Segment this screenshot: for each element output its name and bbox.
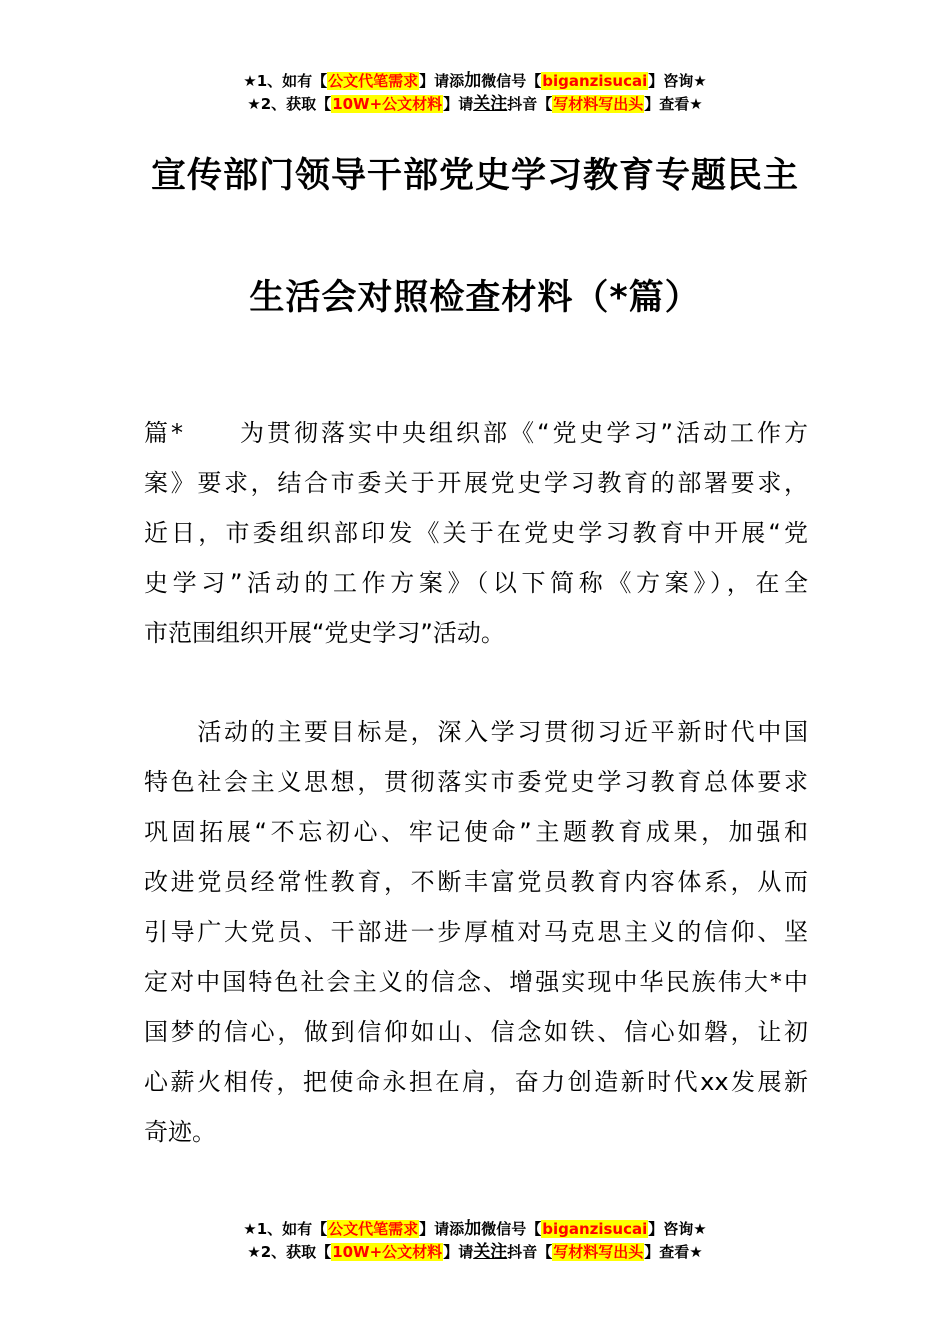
banner-text: 加 — [464, 1219, 482, 1239]
banner-highlight: 写材料写出头 — [553, 1243, 644, 1261]
text-line: 国梦的信心，做到信仰如山、信念如铁、信心如磐，让初 — [144, 1018, 808, 1046]
text-line: 案》要求，结合市委关于开展党史学习教育的部署要求， — [144, 469, 808, 497]
text-line: 篇* 为贯彻落实中央组织部《“党史学习”活动工作方 — [144, 419, 808, 447]
text-line: 特色社会主义思想，贯彻落实市委党史学习教育总体要求 — [144, 768, 808, 796]
banner-highlight: biganzisucai — [542, 72, 648, 90]
banner-text: 抖音【 — [507, 1243, 553, 1261]
text-line: 定对中国特色社会主义的信念、增强实现中华民族伟大*中 — [144, 968, 808, 996]
banner-text: 抖音【 — [507, 95, 553, 113]
banner-text: 】查看★ — [644, 1243, 703, 1261]
banner-highlight: 公文代笔需求 — [328, 72, 419, 90]
banner-text: 】请添 — [419, 1220, 465, 1238]
text-line: 心薪火相传，把使命永担在肩，奋力创造新时代xx发展新 — [144, 1068, 808, 1096]
document-title-line-2: 生活会对照检查材料（*篇） — [249, 278, 701, 318]
banner-text: 加 — [464, 71, 482, 91]
banner-text: 】请 — [443, 1243, 474, 1261]
paragraph-1 — [144, 408, 808, 658]
banner-text: ★1、如有【 — [243, 72, 328, 90]
footer-banner — [0, 1218, 950, 1264]
banner-text: ★1、如有【 — [243, 1220, 328, 1238]
text-line: 奇迹。 — [144, 1118, 216, 1146]
banner-highlight: 写材料写出头 — [553, 95, 644, 113]
text-line: 市范围组织开展“党史学习”活动。 — [144, 619, 505, 647]
banner-text: 关注 — [473, 1242, 508, 1262]
text-line: 活动的主要目标是，深入学习贯彻习近平新时代中国 — [144, 718, 808, 746]
banner-highlight: 10W+公文材料 — [332, 1243, 443, 1261]
banner-text: 】请添 — [419, 72, 465, 90]
banner-highlight: 10W+公文材料 — [332, 95, 443, 113]
text-line: 引导广大党员、干部进一步厚植对马克思主义的信仰、坚 — [144, 918, 808, 946]
banner-text: 微信号【 — [481, 72, 542, 90]
banner-line-1 — [0, 1218, 950, 1241]
document-title-line-1: 宣传部门领导干部党史学习教育专题民主 — [150, 156, 799, 196]
banner-line-2 — [0, 93, 950, 116]
paragraph-2 — [144, 707, 808, 1157]
text-line: 史学习”活动的工作方案》（以下简称《方案》），在全 — [144, 569, 808, 597]
text-line: 近日，市委组织部印发《关于在党史学习教育中开展“党 — [144, 519, 808, 547]
text-line: 巩固拓展“不忘初心、牢记使命”主题教育成果，加强和 — [144, 818, 808, 846]
banner-highlight: biganzisucai — [542, 1220, 648, 1238]
banner-text: 】请 — [443, 95, 474, 113]
banner-line-2 — [0, 1241, 950, 1264]
banner-line-1 — [0, 70, 950, 93]
banner-text: 微信号【 — [481, 1220, 542, 1238]
banner-text: 】查看★ — [644, 95, 703, 113]
banner-text: ★2、获取【 — [247, 95, 332, 113]
banner-text: 关注 — [473, 94, 508, 114]
banner-text: 】咨询★ — [648, 72, 707, 90]
text-line: 改进党员经常性教育，不断丰富党员教育内容体系，从而 — [144, 868, 808, 896]
banner-text: ★2、获取【 — [247, 1243, 332, 1261]
banner-text: 】咨询★ — [648, 1220, 707, 1238]
header-banner — [0, 70, 950, 116]
banner-highlight: 公文代笔需求 — [328, 1220, 419, 1238]
